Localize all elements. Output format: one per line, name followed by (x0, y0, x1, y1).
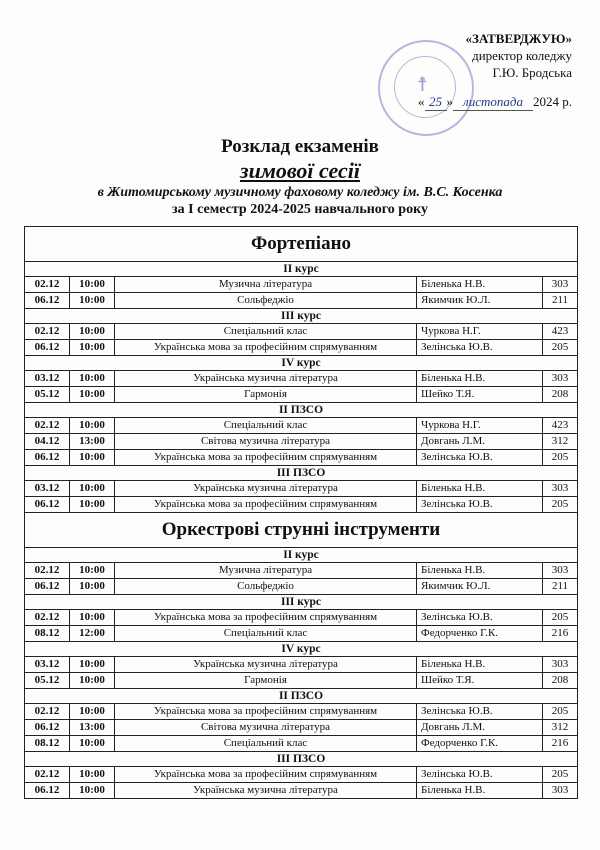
exam-time: 10:00 (70, 324, 115, 339)
title-block (0, 136, 600, 218)
exam-teacher: Біленька Н.В. (417, 277, 543, 292)
exam-date: 03.12 (25, 371, 70, 386)
exam-room: 303 (551, 278, 569, 290)
exam-subject: Українська музична література (115, 657, 417, 672)
exam-teacher: Якимчик Ю.Л. (417, 293, 543, 308)
exam-subject: Українська музична література (115, 371, 417, 386)
exam-teacher: Шейко Т.Я. (417, 387, 543, 402)
approval-heading: «ЗАТВЕРДЖУЮ» (465, 31, 572, 46)
course-heading: II ПЗСО (25, 689, 577, 704)
exam-subject: Музична література (115, 563, 417, 578)
schedule-section (25, 227, 577, 513)
exam-subject: Гармонія (115, 387, 417, 402)
exam-time: 10:00 (70, 767, 115, 782)
exam-room: 312 (551, 435, 569, 447)
exam-teacher: Зелінська Ю.В. (417, 450, 543, 465)
exam-date: 06.12 (25, 497, 70, 512)
exam-room: 205 (551, 451, 569, 463)
date-open-quote: « (418, 94, 425, 109)
exam-subject: Музична література (115, 277, 417, 292)
course-heading: II курс (25, 548, 577, 563)
exam-room: 303 (551, 564, 569, 576)
approval-date (418, 93, 572, 111)
exam-time: 13:00 (70, 720, 115, 735)
exam-time: 13:00 (70, 434, 115, 449)
exam-room: 205 (551, 768, 569, 780)
institution-line: в Житомирському музичному фаховому коледжу ім. В.С. Косенка (97, 185, 503, 200)
exam-room: 216 (551, 737, 569, 749)
exam-date: 08.12 (25, 626, 70, 641)
exam-teacher: Зелінська Ю.В. (417, 767, 543, 782)
table-row (25, 497, 577, 513)
exam-date: 02.12 (25, 767, 70, 782)
exam-date: 02.12 (25, 418, 70, 433)
table-row (25, 673, 577, 689)
course-group (25, 689, 577, 752)
course-group (25, 309, 577, 356)
exam-date: 03.12 (25, 657, 70, 672)
academic-year-line: за I семестр 2024-2025 навчального року (172, 202, 428, 217)
exam-date: 06.12 (25, 579, 70, 594)
course-group (25, 403, 577, 466)
table-row (25, 563, 577, 579)
exam-time: 10:00 (70, 371, 115, 386)
exam-date: 03.12 (25, 481, 70, 496)
exam-teacher: Чуркова Н.Г. (417, 324, 543, 339)
table-row (25, 277, 577, 293)
exam-date: 02.12 (25, 563, 70, 578)
table-row (25, 324, 577, 340)
exam-room: 303 (551, 658, 569, 670)
exam-date: 05.12 (25, 387, 70, 402)
document-title: Розклад екзаменів (221, 136, 379, 157)
course-group (25, 642, 577, 689)
exam-time: 12:00 (70, 626, 115, 641)
exam-time: 10:00 (70, 340, 115, 355)
exam-subject: Українська мова за професійним спрямуванням (115, 340, 417, 355)
exam-subject: Українська мова за професійним спрямуванням (115, 497, 417, 512)
course-heading: II ПЗСО (25, 403, 577, 418)
approval-name: Г.Ю. Бродська (492, 65, 572, 80)
course-heading: III курс (25, 595, 577, 610)
exam-teacher: Федорченко Г.К. (417, 736, 543, 751)
exam-subject: Сольфеджіо (115, 579, 417, 594)
course-heading: III ПЗСО (25, 466, 577, 481)
exam-time: 10:00 (70, 704, 115, 719)
exam-subject: Українська мова за професійним спрямуванням (115, 610, 417, 625)
course-heading: III ПЗСО (25, 752, 577, 767)
course-group (25, 595, 577, 642)
exam-date: 06.12 (25, 340, 70, 355)
exam-room: 205 (551, 498, 569, 510)
exam-time: 10:00 (70, 277, 115, 292)
exam-date: 04.12 (25, 434, 70, 449)
exam-time: 10:00 (70, 481, 115, 496)
exam-subject: Сольфеджіо (115, 293, 417, 308)
exam-room: 205 (551, 341, 569, 353)
exam-teacher: Біленька Н.В. (417, 481, 543, 496)
exam-time: 10:00 (70, 610, 115, 625)
exam-time: 10:00 (70, 563, 115, 578)
exam-room: 303 (551, 784, 569, 796)
schedule-section (25, 513, 577, 798)
session-title: зимової сесії (240, 158, 360, 183)
exam-time: 10:00 (70, 497, 115, 512)
exam-date: 06.12 (25, 720, 70, 735)
exam-room: 211 (551, 580, 569, 592)
exam-teacher: Довгань Л.М. (417, 720, 543, 735)
course-group (25, 466, 577, 513)
table-row (25, 767, 577, 783)
table-row (25, 657, 577, 673)
exam-teacher: Біленька Н.В. (417, 371, 543, 386)
exam-subject: Українська музична література (115, 783, 417, 798)
exam-teacher: Біленька Н.В. (417, 783, 543, 798)
exam-subject: Світова музична література (115, 434, 417, 449)
exam-room: 216 (551, 627, 569, 639)
exam-date: 02.12 (25, 324, 70, 339)
table-row (25, 783, 577, 798)
exam-schedule-table (24, 226, 578, 799)
table-row (25, 610, 577, 626)
exam-teacher: Біленька Н.В. (417, 657, 543, 672)
exam-date: 08.12 (25, 736, 70, 751)
exam-subject: Українська мова за професійним спрямуванням (115, 767, 417, 782)
table-row (25, 481, 577, 497)
trident-icon: ☨ (417, 74, 428, 96)
exam-teacher: Біленька Н.В. (417, 563, 543, 578)
exam-room: 423 (551, 419, 569, 431)
course-group (25, 752, 577, 798)
exam-room: 312 (551, 721, 569, 733)
exam-subject: Спеціальний клас (115, 736, 417, 751)
exam-subject: Українська музична література (115, 481, 417, 496)
schedule-sections (25, 227, 577, 798)
table-row (25, 387, 577, 403)
course-group (25, 262, 577, 309)
exam-time: 10:00 (70, 293, 115, 308)
exam-room: 423 (551, 325, 569, 337)
exam-time: 10:00 (70, 418, 115, 433)
table-row (25, 434, 577, 450)
exam-date: 02.12 (25, 704, 70, 719)
exam-teacher: Зелінська Ю.В. (417, 610, 543, 625)
approval-block (418, 30, 572, 111)
exam-teacher: Якимчик Ю.Л. (417, 579, 543, 594)
exam-subject: Світова музична література (115, 720, 417, 735)
course-group (25, 356, 577, 403)
exam-time: 10:00 (70, 387, 115, 402)
table-row (25, 340, 577, 356)
exam-room: 211 (551, 294, 569, 306)
exam-date: 06.12 (25, 450, 70, 465)
date-close-quote: » (446, 94, 453, 109)
table-row (25, 626, 577, 642)
table-row (25, 579, 577, 595)
table-row (25, 371, 577, 387)
exam-date: 02.12 (25, 610, 70, 625)
section-title: Фортепіано (25, 227, 577, 262)
table-row (25, 418, 577, 434)
table-row (25, 736, 577, 752)
exam-room: 303 (551, 372, 569, 384)
exam-teacher: Федорченко Г.К. (417, 626, 543, 641)
exam-subject: Українська мова за професійним спрямуванням (115, 704, 417, 719)
exam-subject: Спеціальний клас (115, 324, 417, 339)
date-month: листопада (453, 93, 533, 111)
course-group (25, 548, 577, 595)
course-heading: II курс (25, 262, 577, 277)
exam-room: 205 (551, 611, 569, 623)
course-heading: IV курс (25, 642, 577, 657)
table-row (25, 293, 577, 309)
exam-teacher: Шейко Т.Я. (417, 673, 543, 688)
table-row (25, 720, 577, 736)
date-day: 25 (425, 93, 447, 111)
exam-time: 10:00 (70, 657, 115, 672)
exam-subject: Спеціальний клас (115, 418, 417, 433)
exam-time: 10:00 (70, 736, 115, 751)
table-row (25, 704, 577, 720)
table-row (25, 450, 577, 466)
exam-teacher: Довгань Л.М. (417, 434, 543, 449)
exam-teacher: Зелінська Ю.В. (417, 340, 543, 355)
approval-position: директор коледжу (472, 48, 572, 63)
exam-teacher: Зелінська Ю.В. (417, 704, 543, 719)
exam-subject: Спеціальний клас (115, 626, 417, 641)
exam-room: 303 (551, 482, 569, 494)
exam-teacher: Зелінська Ю.В. (417, 497, 543, 512)
section-title: Оркестрові струнні інструменти (25, 513, 577, 548)
exam-teacher: Чуркова Н.Г. (417, 418, 543, 433)
exam-date: 05.12 (25, 673, 70, 688)
exam-subject: Українська мова за професійним спрямуванням (115, 450, 417, 465)
exam-date: 06.12 (25, 783, 70, 798)
exam-date: 02.12 (25, 277, 70, 292)
exam-time: 10:00 (70, 673, 115, 688)
exam-room: 208 (551, 388, 569, 400)
course-heading: IV курс (25, 356, 577, 371)
exam-date: 06.12 (25, 293, 70, 308)
exam-time: 10:00 (70, 783, 115, 798)
exam-time: 10:00 (70, 579, 115, 594)
exam-room: 205 (551, 705, 569, 717)
exam-subject: Гармонія (115, 673, 417, 688)
exam-room: 208 (551, 674, 569, 686)
course-heading: III курс (25, 309, 577, 324)
exam-time: 10:00 (70, 450, 115, 465)
date-year: 2024 р. (533, 94, 572, 109)
